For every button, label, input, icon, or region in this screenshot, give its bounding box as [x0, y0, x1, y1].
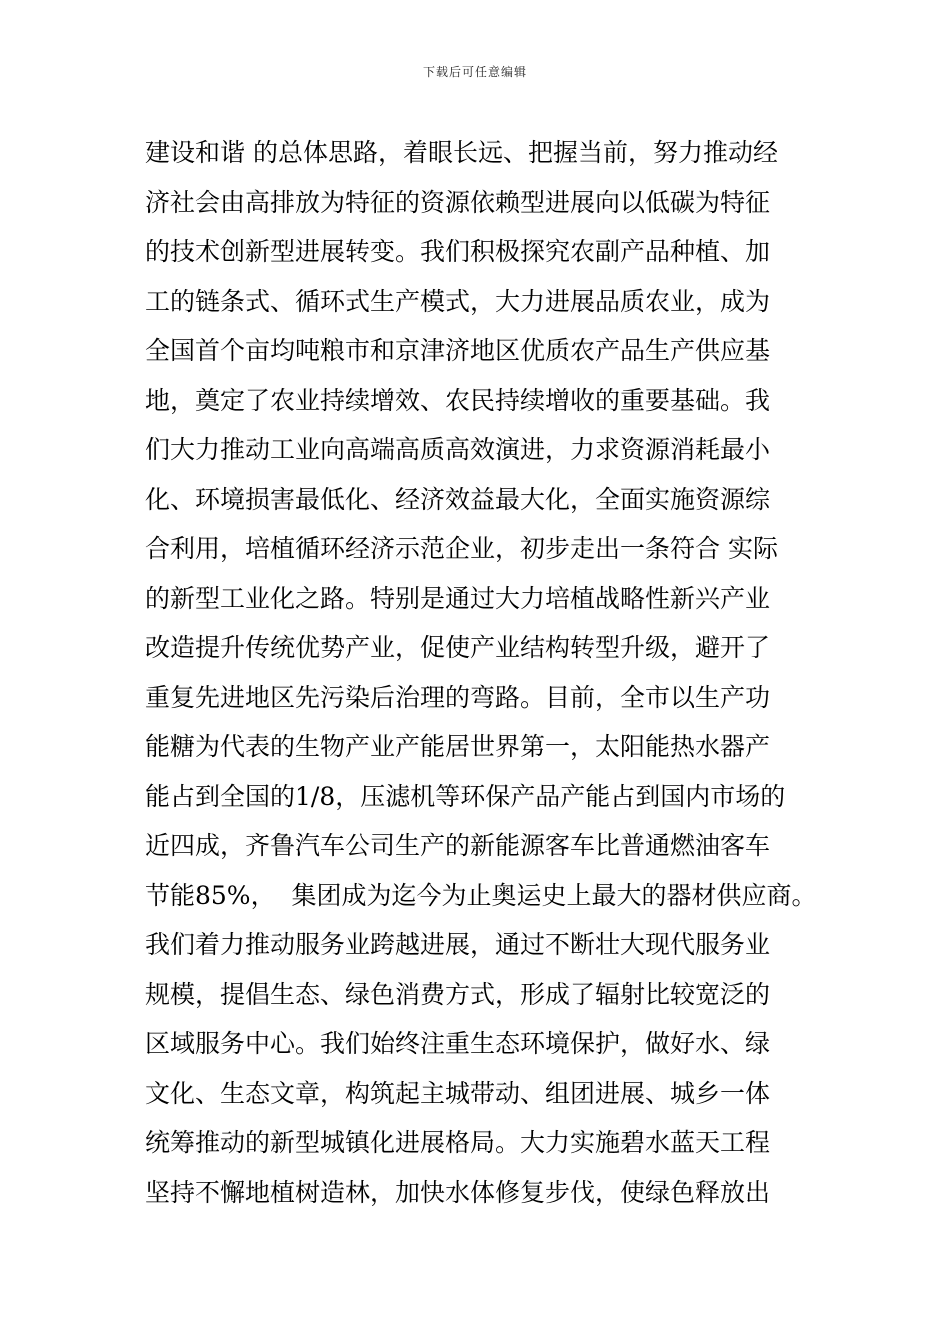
text-line: 重复先进地区先污染后治理的弯路。目前，全市以生产功	[145, 682, 771, 712]
text-line: 能糖为代表的生物产业产能居世界第一，太阳能热水器产	[145, 732, 771, 761]
text-line: 坚持不懈地植树造林，加快水体修复步伐，使绿色释放出	[145, 1177, 771, 1207]
text-line: 统筹推动的新型城镇化进展格局。大力实施碧水蓝天工程	[145, 1128, 771, 1157]
text-line: 济社会由高排放为特征的资源依赖型进展向以低碳为特征	[145, 187, 771, 217]
text-line: 改造提升传统优势产业，促使产业结构转型升级，避开了	[145, 633, 771, 662]
text-line: 建设和谐 的总体思路，着眼长远、把握当前，努力推动经	[145, 138, 778, 167]
text-line: 节能85%， 集团成为迄今为止奥运史上最大的器材供应商。	[145, 880, 817, 910]
page-header: 下载后可任意编辑	[422, 65, 527, 79]
text-line: 近四成，齐鲁汽车公司生产的新能源客车比普通燃油客车	[145, 831, 771, 860]
text-line: 化、环境损害最低化、经济效益最大化，全面实施资源综	[145, 484, 771, 514]
text-line: 的技术创新型进展转变。我们积极探究农副产品种植、加	[145, 237, 771, 266]
text-line: 能占到全国的1/8，压滤机等环保产品产能占到国内市场的	[145, 781, 786, 811]
text-line: 工的链条式、循环式生产模式，大力进展品质农业，成为	[145, 286, 771, 316]
text-line: 们大力推动工业向高端高质高效演进，力求资源消耗最小	[145, 435, 771, 464]
text-line: 全国首个亩均吨粮市和京津济地区优质农产品生产供应基	[145, 336, 771, 365]
text-line: 合利用，培植循环经济示范企业，初步走出一条符合 实际	[145, 534, 778, 563]
text-line: 文化、生态文章，构筑起主城带动、组团进展、城乡一体	[145, 1078, 771, 1108]
text-line: 我们着力推动服务业跨越进展，通过不断壮大现代服务业	[145, 930, 771, 959]
text-line: 地，奠定了农业持续增效、农民持续增收的重要基础。我	[145, 385, 771, 415]
body-text	[145, 128, 825, 1217]
text-line: 区域服务中心。我们始终注重生态环境保护，做好水、绿	[145, 1029, 771, 1058]
text-line: 规模，提倡生态、绿色消费方式，形成了辐射比较宽泛的	[145, 979, 771, 1009]
text-line: 的新型工业化之路。特别是通过大力培植战略性新兴产业	[145, 583, 771, 613]
